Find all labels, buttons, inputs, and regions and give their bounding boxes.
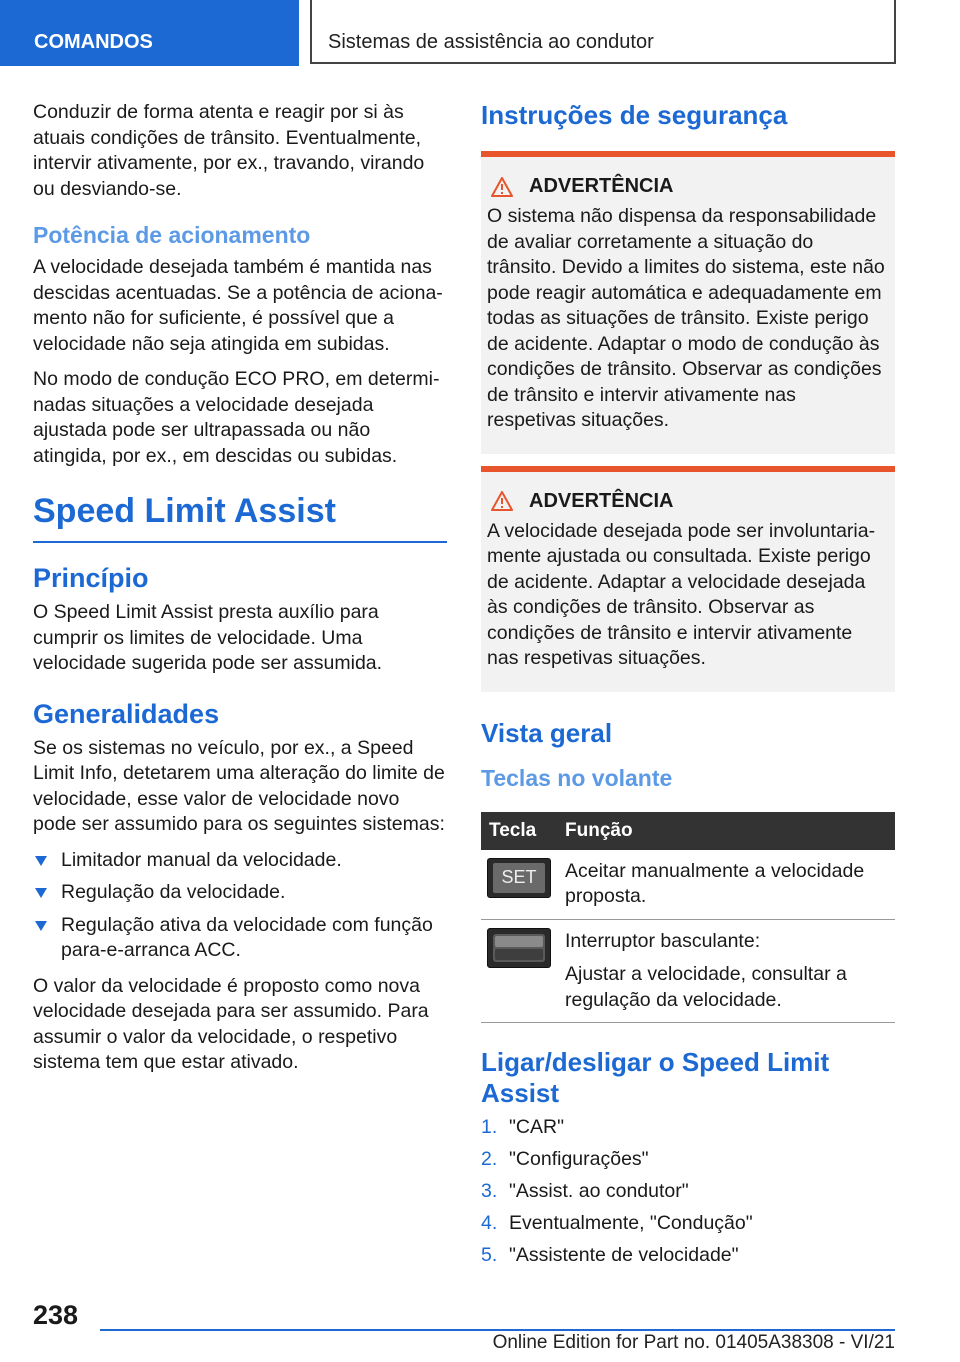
intro-paragraph: Conduzir de forma atenta e reagir por si às atuais condições de trânsito. Eventualmente, intervir ativamente, por ex., travando, virando ou desviando-se. — [33, 101, 425, 200]
column-header-function: Função — [557, 812, 895, 850]
rocker-switch-icon — [487, 928, 551, 968]
function-text: Interruptor basculante: — [565, 929, 761, 952]
power-paragraph-1: A velocidade desejada também é mantida nas descidas acentuadas. Se a potência de acionamento não for suficiente, é possível que a velocidade não seja atingida em subidas. — [33, 256, 443, 355]
general-text: Se os sistemas no veículo, por ex., a Speed Limit Info, detetarem uma alteração do limite de velocidade, esse valor de velocidade novo pode ser assumido para os seguintes sistemas: — [33, 736, 445, 835]
power-heading: Potência de acionamento — [33, 222, 311, 248]
chapter-tab[interactable]: COMANDOS — [0, 0, 299, 66]
bullet-triangle-icon — [35, 888, 47, 898]
section-title: Sistemas de assistência ao condutor — [310, 0, 896, 64]
steps-list — [481, 1115, 895, 1269]
page-header — [0, 0, 960, 66]
footer-divider — [100, 1329, 895, 1331]
warning-title: ADVERTÊNCIA — [529, 489, 674, 512]
main-heading: Speed Limit Assist — [33, 491, 447, 543]
warning-triangle-icon — [491, 177, 513, 197]
page-number: 238 — [33, 1300, 79, 1330]
list-item: 2. "Configurações" — [481, 1148, 649, 1170]
toggle-heading: Ligar/desligar o Speed Limit Assist — [481, 1047, 830, 1108]
warning-title: ADVERTÊNCIA — [529, 175, 674, 197]
left-column — [33, 100, 447, 1086]
keys-heading: Teclas no volante — [481, 764, 673, 791]
page-footer — [0, 1296, 960, 1362]
edition-text: Online Edition for Part no. 01405A38308 - VI/21 — [492, 1332, 895, 1353]
bullet-triangle-icon — [35, 856, 47, 866]
principle-heading: Princípio — [33, 563, 149, 593]
set-button-icon: SET — [487, 858, 551, 898]
warning-box — [481, 466, 895, 692]
principle-text: O Speed Limit Assist presta auxílio para cumprir os limites de velocidade. Uma velocidade sugerida pode ser assumida. — [33, 601, 383, 674]
warning-box — [481, 151, 895, 454]
closing-paragraph: O valor da velocidade é proposto como nova velocidade desejada para ser assumido. Para assumir o valor da velocidade, o respetivo sistema tem que estar ativado. — [33, 974, 429, 1073]
list-item: Limitador manual da velocidade. — [33, 848, 447, 874]
right-column — [481, 100, 895, 1275]
bullet-triangle-icon — [35, 921, 47, 931]
list-item: 3. "Assist. ao condutor" — [481, 1180, 689, 1202]
list-item: Regulação da velocidade. — [33, 880, 447, 906]
warning-text: O sistema não dispensa da responsabilidade de avaliar corretamente a situação do trânsito. Devido a limites do sistema, este não pode reagir automática e adequadamente em todas as situações de trânsito. Existe perigo de acidente. Adaptar o modo de condução às condições de trânsito. Observar as condições de trânsito e intervir ativamente nas respetivas situações. — [487, 205, 885, 431]
overview-heading: Vista geral — [481, 717, 613, 748]
function-text: Aceitar manualmente a velocidade proposta. — [565, 859, 865, 907]
general-heading: Generalidades — [33, 698, 220, 729]
table-row — [481, 850, 895, 920]
safety-heading: Instruções de segurança — [481, 100, 788, 130]
systems-list — [33, 848, 447, 964]
list-item: 4. Eventualmente, "Condução" — [481, 1212, 753, 1234]
power-paragraph-2: No modo de condução ECO PRO, em determinadas situações a velocidade desejada ajustada pode ser ultrapassada ou não atingida, por ex., em descidas ou subidas. — [33, 368, 440, 467]
list-item: 1. "CAR" — [481, 1116, 565, 1138]
table-row — [481, 919, 895, 1023]
list-item: 5. "Assistente de velocidade" — [481, 1244, 739, 1266]
list-item: Regulação ativa da velocidade com função para-e-arranca ACC. — [33, 913, 447, 964]
keys-table — [481, 812, 895, 1024]
function-text-detail: Ajustar a velocidade, consultar a regulação da velocidade. — [565, 963, 847, 1011]
warning-triangle-icon — [491, 491, 513, 511]
warning-text: A velocidade desejada pode ser involuntariamente ajustada ou consultada. Existe perigo de acidente. Adaptar a velocidade desejada às condições de trânsito. Observar as condições de trânsito e intervir ativamente nas respetivas situações. — [487, 519, 876, 669]
column-header-key: Tecla — [481, 812, 557, 850]
